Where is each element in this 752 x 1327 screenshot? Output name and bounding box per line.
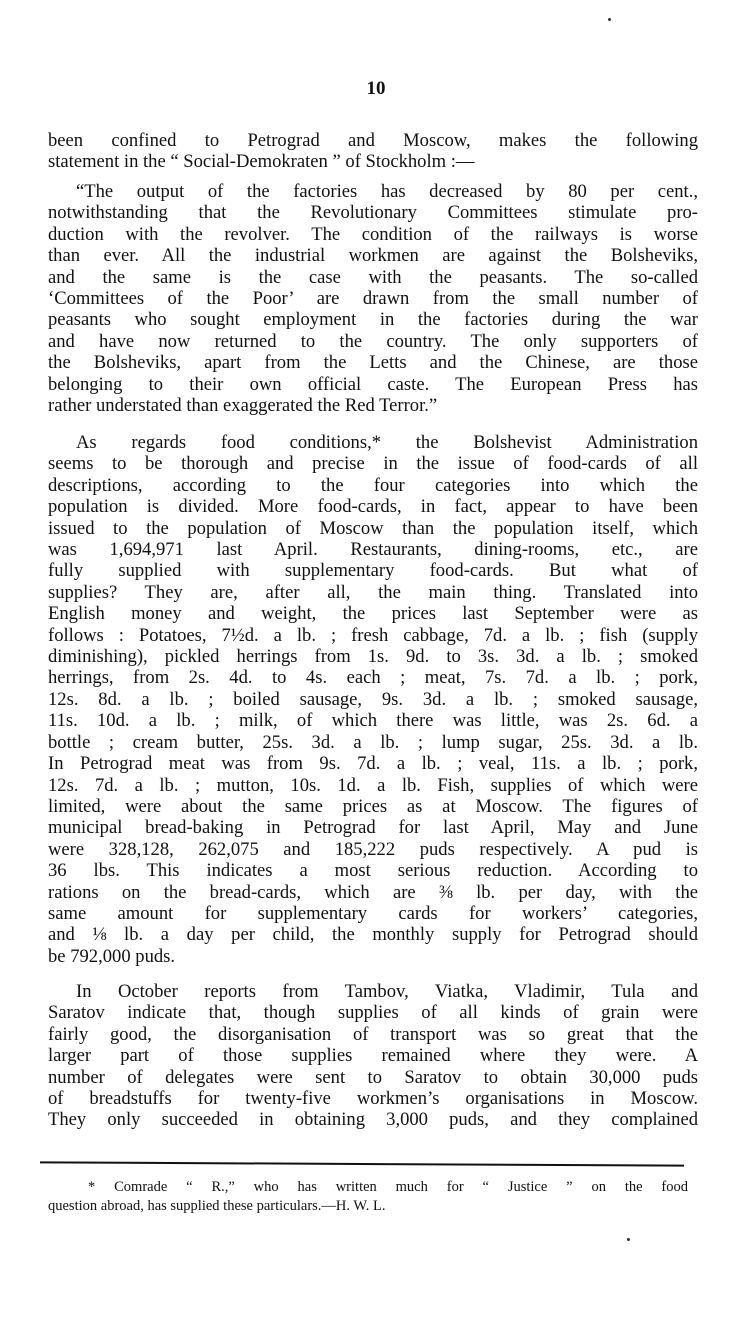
page-number: 10 [366, 78, 386, 99]
text-line: question abroad, has supplied these particulars.—H. W. L. [48, 1198, 386, 1214]
text-line: of breadstuffs for twenty-five workmen’s organisations in Moscow. [48, 1088, 698, 1110]
text-line: same amount for supplementary cards for workers’ categories, [48, 902, 698, 924]
text-line: 12s. 7d. a lb. ; mutton, 10s. 1d. a lb. Fish, supplies of which were [48, 774, 698, 796]
text-line: rather understated than exaggerated the Red Terror.” [48, 395, 438, 417]
text-line: Saratov indicate that, though supplies of all kinds of grain were [48, 1002, 698, 1024]
text-line: statement in the “ Social-Demokraten ” of Stockholm :— [48, 151, 475, 173]
text-line: population is divided. More food-cards, in fact, appear to have been [48, 496, 698, 518]
text-line: * Comrade “ R.,” who has written much for “ Justice ” on the food [88, 1179, 688, 1195]
text-line: peasants who sought employment in the factories during the war [48, 309, 698, 331]
text-line: was 1,694,971 last April. Restaurants, dining-rooms, etc., are [48, 539, 698, 561]
text-line: herrings, from 2s. 4d. to 4s. each ; meat, 7s. 7d. a lb. ; pork, [48, 667, 698, 689]
text-line: 11s. 10d. a lb. ; milk, of which there was little, was 2s. 6d. a [48, 710, 698, 732]
text-line: duction with the revolver. The condition of the railways is worse [48, 223, 698, 245]
text-line: seems to be thorough and precise in the issue of food-cards of all [48, 453, 698, 475]
text-line: were 328,128, 262,075 and 185,222 puds respectively. A pud is [48, 838, 698, 860]
footnote-rule [40, 1161, 684, 1166]
scan-speck [627, 1238, 630, 1241]
text-line: In Petrograd meat was from 9s. 7d. a lb. ; veal, 11s. a lb. ; pork, [48, 753, 698, 775]
text-line: They only succeeded in obtaining 3,000 puds, and they complained [48, 1109, 698, 1131]
text-line: limited, were about the same prices as at Moscow. The figures of [48, 795, 698, 817]
text-line: follows : Potatoes, 7½d. a lb. ; fresh cabbage, 7d. a lb. ; fish (supply [48, 624, 698, 646]
text-line: As regards food conditions,* the Bolshevist Administration [76, 432, 698, 453]
text-line: English money and weight, the prices last September were as [48, 603, 698, 625]
scan-speck [608, 18, 611, 21]
text-line: In October reports from Tambov, Viatka, Vladimir, Tula and [76, 981, 698, 1002]
text-line: belonging to their own official caste. The European Press has [48, 373, 698, 395]
paragraph [48, 432, 698, 967]
paragraph [48, 981, 698, 1131]
text-line: and ⅛ lb. a day per child, the monthly supply for Petrograd should [48, 924, 698, 946]
text-line: supplies? They are, after all, the main thing. Translated into [48, 581, 698, 603]
text-line: municipal bread-baking in Petrograd for last April, May and June [48, 817, 698, 839]
text-line: fully supplied with supplementary food-cards. But what of [48, 560, 698, 582]
text-line: 36 lbs. This indicates a most serious reduction. According to [48, 860, 698, 882]
text-line: ‘Committees of the Poor’ are drawn from the small number of [48, 288, 698, 310]
text-line: number of delegates were sent to Saratov to obtain 30,000 puds [48, 1066, 698, 1088]
text-line: be 792,000 puds. [48, 945, 176, 967]
text-line: diminishing), pickled herrings from 1s. 9d. to 3s. 3d. a lb. ; smoked [48, 646, 698, 668]
text-line: been confined to Petrograd and Moscow, makes the following [48, 130, 698, 151]
text-line: larger part of those supplies remained where they were. A [48, 1045, 698, 1067]
text-line: fairly good, the disorganisation of transport was so great that the [48, 1023, 698, 1045]
text-line: bottle ; cream butter, 25s. 3d. a lb. ; lump sugar, 25s. 3d. a lb. [48, 731, 698, 753]
text-line: and have now returned to the country. The only supporters of [48, 330, 698, 352]
footnote [48, 1178, 688, 1216]
text-line: notwithstanding that the Revolutionary Committees stimulate pro- [48, 202, 698, 224]
text-line: the Bolsheviks, apart from the Letts and the Chinese, are those [48, 352, 698, 374]
text-line: issued to the population of Moscow than the population itself, which [48, 517, 698, 539]
paragraph [48, 130, 698, 173]
quotation-paragraph [48, 181, 698, 416]
text-line: and the same is the case with the peasants. The so-called [48, 266, 698, 288]
text-line: 12s. 8d. a lb. ; boiled sausage, 9s. 3d. a lb. ; smoked sausage, [48, 688, 698, 710]
text-line: than ever. All the industrial workmen are against the Bolsheviks, [48, 245, 698, 267]
text-line: descriptions, according to the four categories into which the [48, 474, 698, 496]
text-line: rations on the bread-cards, which are ⅜ lb. per day, with the [48, 881, 698, 903]
text-line: “The output of the factories has decreased by 80 per cent., [76, 181, 698, 202]
